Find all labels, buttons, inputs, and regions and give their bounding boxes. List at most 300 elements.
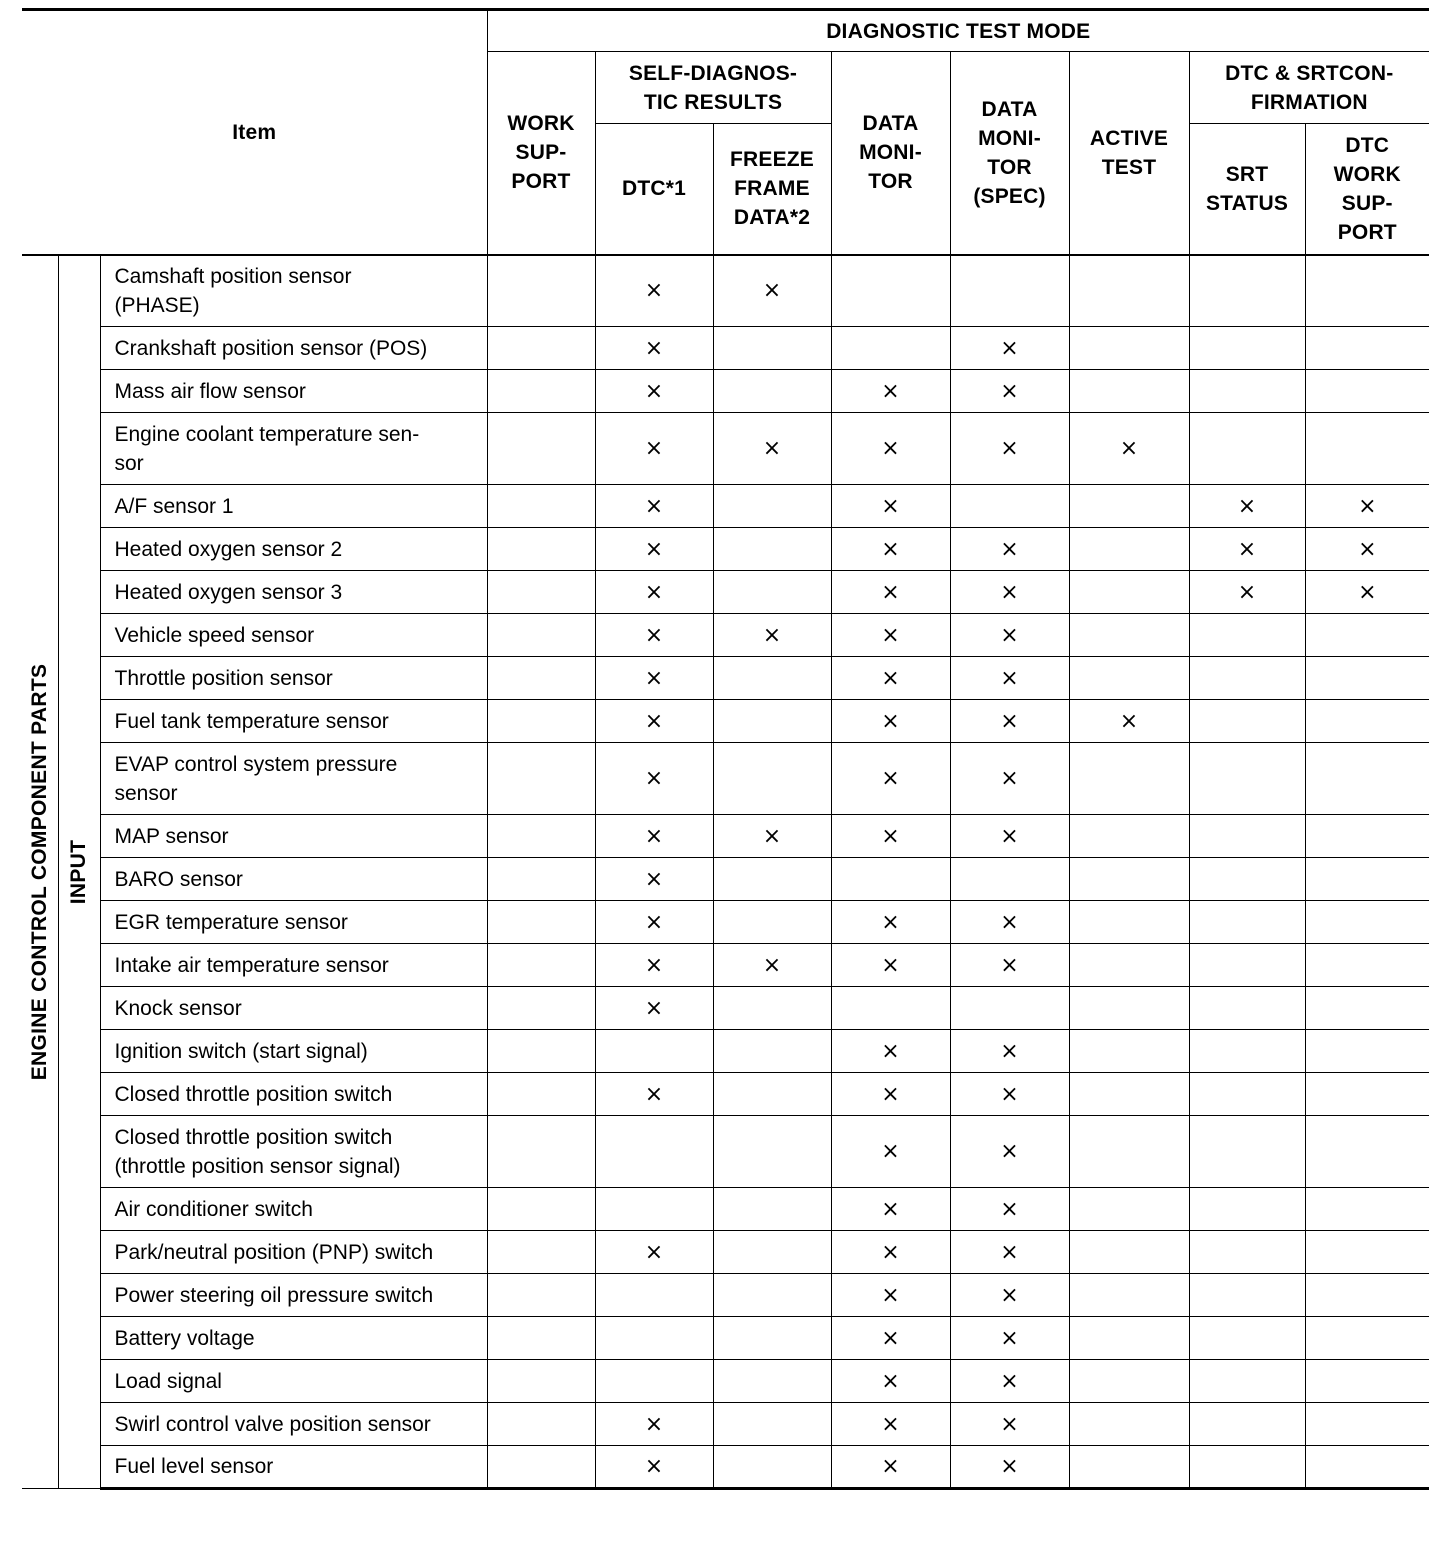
data-monitor-spec-cell <box>950 614 1069 657</box>
active-test-cell <box>1069 1231 1189 1274</box>
dtc-work-support-cell <box>1305 815 1429 858</box>
data-monitor-cell <box>831 1188 950 1231</box>
applicable-mark: × <box>1000 579 1019 605</box>
freeze-frame-data-cell <box>713 743 831 815</box>
applicable-mark: × <box>881 1239 900 1265</box>
srt-status-cell <box>1189 944 1305 987</box>
row-item-label <box>100 1446 487 1489</box>
applicable-mark: × <box>762 278 782 304</box>
dtc-cell <box>595 413 713 485</box>
applicable-mark: × <box>881 1325 900 1351</box>
row-item-label <box>100 858 487 901</box>
active-test-cell <box>1069 944 1189 987</box>
data-monitor-cell <box>831 944 950 987</box>
applicable-mark: × <box>1000 1454 1019 1479</box>
dtc-work-support-cell <box>1305 700 1429 743</box>
data-monitor-spec-cell <box>950 1317 1069 1360</box>
dtc-cell <box>595 944 713 987</box>
applicable-mark: × <box>881 1454 900 1479</box>
item-header: Item <box>22 10 487 255</box>
table-row <box>22 614 1429 657</box>
srt-status-header-line: SRT <box>1225 162 1269 186</box>
dtc-work-support-cell <box>1305 370 1429 413</box>
row-item-label-line: EVAP control system pressure <box>114 752 398 776</box>
srt-status-cell <box>1189 1073 1305 1116</box>
dtc-cell <box>595 1274 713 1317</box>
row-item-label <box>100 1403 487 1446</box>
freeze-frame-data-cell <box>713 815 831 858</box>
applicable-mark: × <box>644 1239 664 1265</box>
applicable-mark: × <box>1000 378 1019 404</box>
data-monitor-spec-cell <box>950 657 1069 700</box>
data-monitor-spec-cell <box>950 700 1069 743</box>
freeze-frame-data-cell <box>713 1188 831 1231</box>
row-item-label <box>100 571 487 614</box>
active-test-cell <box>1069 700 1189 743</box>
row-item-label-line: Closed throttle position switch <box>114 1125 393 1149</box>
dtc-srt-confirmation-header-line: DTC & SRTCON- <box>1225 61 1394 85</box>
applicable-mark: × <box>1000 1325 1019 1351</box>
applicable-mark: × <box>1237 579 1257 605</box>
dtc-cell <box>595 815 713 858</box>
srt-status-cell <box>1189 1403 1305 1446</box>
applicable-mark: × <box>1000 1368 1019 1394</box>
srt-status-cell <box>1189 1231 1305 1274</box>
dtc-cell <box>595 1446 713 1489</box>
srt-status-cell <box>1189 815 1305 858</box>
freeze-frame-data-cell <box>713 327 831 370</box>
row-item-label-line: Crankshaft position sensor (POS) <box>114 336 428 360</box>
data-monitor-spec-cell <box>950 413 1069 485</box>
applicable-mark: × <box>1000 1411 1019 1437</box>
active-test-cell <box>1069 614 1189 657</box>
dtc-work-support-cell <box>1305 858 1429 901</box>
data-monitor-header-line: TOR <box>868 170 913 194</box>
dtc-work-support-cell <box>1305 901 1429 944</box>
freeze-frame-data-cell <box>713 413 831 485</box>
row-item-label-line: Mass air flow sensor <box>114 379 306 403</box>
subgroup-label-cell <box>58 255 100 1489</box>
dtc-srt-confirmation-header <box>1189 52 1429 124</box>
dtc-work-support-cell <box>1305 485 1429 528</box>
row-item-label <box>100 815 487 858</box>
freeze-frame-data-cell <box>713 987 831 1030</box>
table-row <box>22 1360 1429 1403</box>
applicable-mark: × <box>644 665 664 691</box>
work-support-header-line: SUP- <box>515 141 567 165</box>
data-monitor-cell <box>831 815 950 858</box>
data-monitor-cell <box>831 1274 950 1317</box>
row-item-label <box>100 327 487 370</box>
row-item-label-line: sor <box>114 451 144 475</box>
row-item-label <box>100 370 487 413</box>
active-test-cell <box>1069 1073 1189 1116</box>
data-monitor-spec-cell <box>950 255 1069 327</box>
freeze-frame-data-cell <box>713 571 831 614</box>
applicable-mark: × <box>1000 536 1019 562</box>
row-item-label-line: Air conditioner switch <box>114 1197 313 1221</box>
work-support-cell <box>487 327 595 370</box>
dtc-work-support-cell <box>1305 987 1429 1030</box>
dtc-cell <box>595 571 713 614</box>
data-monitor-cell <box>831 1317 950 1360</box>
dtc-cell <box>595 370 713 413</box>
freeze-frame-data-cell <box>713 1317 831 1360</box>
work-support-cell <box>487 700 595 743</box>
row-item-label-line: Heated oxygen sensor 2 <box>114 537 343 561</box>
srt-status-cell <box>1189 987 1305 1030</box>
data-monitor-cell <box>831 1231 950 1274</box>
dtc-header: DTC*1 <box>595 124 713 255</box>
table-row <box>22 413 1429 485</box>
applicable-mark: × <box>644 1081 664 1107</box>
data-monitor-cell <box>831 1360 950 1403</box>
applicable-mark: × <box>644 909 664 935</box>
work-support-cell <box>487 413 595 485</box>
data-monitor-cell <box>831 1446 950 1489</box>
row-item-label-line: Closed throttle position switch <box>114 1082 393 1106</box>
applicable-mark: × <box>644 708 664 734</box>
data-monitor-spec-cell <box>950 1231 1069 1274</box>
freeze-frame-data-cell <box>713 1403 831 1446</box>
applicable-mark: × <box>1119 436 1139 461</box>
freeze-frame-data-cell <box>713 1274 831 1317</box>
active-test-cell <box>1069 858 1189 901</box>
dtc-cell <box>595 1317 713 1360</box>
dtc-work-support-cell <box>1305 528 1429 571</box>
self-diagnostic-results-header <box>595 52 831 124</box>
data-monitor-cell <box>831 858 950 901</box>
row-item-label-line: sensor <box>114 781 178 805</box>
active-test-cell <box>1069 1317 1189 1360</box>
applicable-mark: × <box>644 766 664 791</box>
active-test-cell <box>1069 901 1189 944</box>
active-test-cell <box>1069 657 1189 700</box>
table-row <box>22 571 1429 614</box>
freeze-frame-data-cell <box>713 614 831 657</box>
data-monitor-spec-cell <box>950 815 1069 858</box>
applicable-mark: × <box>881 622 900 648</box>
dtc-work-support-cell <box>1305 255 1429 327</box>
data-monitor-spec-cell <box>950 528 1069 571</box>
srt-status-header <box>1189 124 1305 255</box>
freeze-frame-data-cell <box>713 700 831 743</box>
table-row <box>22 1231 1429 1274</box>
applicable-mark: × <box>644 536 664 562</box>
diagnostic-table-container <box>22 8 1429 1490</box>
srt-status-cell <box>1189 1274 1305 1317</box>
applicable-mark: × <box>644 823 664 849</box>
dtc-work-support-cell <box>1305 1360 1429 1403</box>
dtc-work-support-cell <box>1305 571 1429 614</box>
work-support-cell <box>487 485 595 528</box>
row-item-label-line: Heated oxygen sensor 3 <box>114 580 343 604</box>
dtc-work-support-cell <box>1305 413 1429 485</box>
srt-status-cell <box>1189 614 1305 657</box>
row-item-label <box>100 1360 487 1403</box>
dtc-work-support-cell <box>1305 1274 1429 1317</box>
data-monitor-cell <box>831 657 950 700</box>
applicable-mark: × <box>881 909 900 935</box>
data-monitor-spec-cell <box>950 944 1069 987</box>
work-support-cell <box>487 1231 595 1274</box>
applicable-mark: × <box>1000 952 1019 978</box>
data-monitor-cell <box>831 901 950 944</box>
dtc-work-support-header-line: WORK <box>1333 162 1401 186</box>
work-support-cell <box>487 571 595 614</box>
srt-status-cell <box>1189 1188 1305 1231</box>
work-support-cell <box>487 1360 595 1403</box>
data-monitor-header <box>831 52 950 255</box>
srt-status-cell <box>1189 1317 1305 1360</box>
dtc-cell <box>595 1231 713 1274</box>
data-monitor-spec-cell <box>950 1403 1069 1446</box>
data-monitor-header-line: MONI- <box>859 141 922 165</box>
srt-status-cell <box>1189 1360 1305 1403</box>
applicable-mark: × <box>881 536 900 562</box>
data-monitor-spec-header-line: DATA <box>981 97 1038 121</box>
srt-status-cell <box>1189 1116 1305 1188</box>
dtc-cell <box>595 1073 713 1116</box>
diagnostic-test-mode-table <box>22 8 1429 1490</box>
applicable-mark: × <box>1358 536 1377 562</box>
table-row <box>22 1446 1429 1489</box>
dtc-work-support-cell <box>1305 1073 1429 1116</box>
dtc-work-support-cell <box>1305 657 1429 700</box>
applicable-mark: × <box>1237 536 1257 562</box>
applicable-mark: × <box>881 579 900 605</box>
active-test-cell <box>1069 987 1189 1030</box>
dtc-cell <box>595 1030 713 1073</box>
data-monitor-spec-cell <box>950 1446 1069 1489</box>
row-item-label-line: Fuel tank temperature sensor <box>114 709 389 733</box>
dtc-cell <box>595 485 713 528</box>
applicable-mark: × <box>644 995 664 1021</box>
diagnostic-test-mode-header: DIAGNOSTIC TEST MODE <box>487 10 1429 52</box>
applicable-mark: × <box>1000 1239 1019 1265</box>
row-item-label <box>100 700 487 743</box>
applicable-mark: × <box>1000 1038 1019 1064</box>
srt-status-cell <box>1189 413 1305 485</box>
data-monitor-header-line: DATA <box>862 112 919 136</box>
work-support-cell <box>487 1317 595 1360</box>
srt-status-cell <box>1189 528 1305 571</box>
table-row <box>22 987 1429 1030</box>
applicable-mark: × <box>881 1196 900 1222</box>
freeze-frame-data-cell <box>713 370 831 413</box>
row-item-label <box>100 614 487 657</box>
data-monitor-cell <box>831 485 950 528</box>
applicable-mark: × <box>1000 1282 1019 1308</box>
active-test-cell <box>1069 743 1189 815</box>
srt-status-cell <box>1189 858 1305 901</box>
applicable-mark: × <box>644 1411 664 1437</box>
data-monitor-cell <box>831 370 950 413</box>
dtc-work-support-cell <box>1305 1188 1429 1231</box>
applicable-mark: × <box>1000 1139 1019 1164</box>
work-support-header-line: WORK <box>507 112 575 136</box>
work-support-cell <box>487 528 595 571</box>
active-test-cell <box>1069 370 1189 413</box>
row-item-label <box>100 485 487 528</box>
active-test-cell <box>1069 413 1189 485</box>
work-support-cell <box>487 1116 595 1188</box>
row-item-label-line: Fuel level sensor <box>114 1455 274 1478</box>
active-test-header-line: TEST <box>1101 155 1157 179</box>
row-item-label-line: Power steering oil pressure switch <box>114 1283 434 1307</box>
row-item-label <box>100 944 487 987</box>
dtc-work-support-cell <box>1305 944 1429 987</box>
applicable-mark: × <box>1000 1196 1019 1222</box>
row-item-label <box>100 1030 487 1073</box>
freeze-frame-data-cell <box>713 255 831 327</box>
dtc-cell <box>595 987 713 1030</box>
data-monitor-spec-cell <box>950 1188 1069 1231</box>
active-test-cell <box>1069 1116 1189 1188</box>
table-row <box>22 1073 1429 1116</box>
active-test-cell <box>1069 1360 1189 1403</box>
freeze-frame-data-cell <box>713 1446 831 1489</box>
work-support-cell <box>487 1446 595 1489</box>
applicable-mark: × <box>1000 823 1019 849</box>
row-item-label-line: Swirl control valve position sensor <box>114 1412 431 1436</box>
data-monitor-spec-cell <box>950 743 1069 815</box>
subgroup-label: INPUT <box>67 839 90 904</box>
dtc-cell <box>595 858 713 901</box>
row-item-label-line: Ignition switch (start signal) <box>114 1039 368 1063</box>
row-item-label-line: EGR temperature sensor <box>114 910 348 934</box>
row-item-label-line: Knock sensor <box>114 996 242 1020</box>
applicable-mark: × <box>881 1081 900 1107</box>
work-support-cell <box>487 1188 595 1231</box>
data-monitor-spec-cell <box>950 858 1069 901</box>
data-monitor-cell <box>831 700 950 743</box>
data-monitor-spec-cell <box>950 370 1069 413</box>
row-item-label <box>100 1188 487 1231</box>
applicable-mark: × <box>644 378 664 404</box>
row-item-label-line: (PHASE) <box>114 293 200 317</box>
freeze-frame-data-header-line: FRAME <box>734 177 810 201</box>
applicable-mark: × <box>1358 579 1377 605</box>
group-label-cell <box>22 255 58 1489</box>
applicable-mark: × <box>762 436 782 461</box>
table-row <box>22 815 1429 858</box>
data-monitor-cell <box>831 743 950 815</box>
table-row <box>22 1403 1429 1446</box>
work-support-header-line: PORT <box>511 170 571 194</box>
row-item-label <box>100 1231 487 1274</box>
srt-status-cell <box>1189 255 1305 327</box>
row-item-label <box>100 1317 487 1360</box>
table-row <box>22 255 1429 327</box>
data-monitor-spec-header-line: TOR <box>987 155 1032 179</box>
data-monitor-cell <box>831 571 950 614</box>
self-diagnostic-results-header-line: SELF-DIAGNOS- <box>628 61 798 85</box>
dtc-work-support-cell <box>1305 1403 1429 1446</box>
work-support-cell <box>487 944 595 987</box>
dtc-work-support-cell <box>1305 327 1429 370</box>
table-row <box>22 1188 1429 1231</box>
dtc-work-support-cell <box>1305 1116 1429 1188</box>
row-item-label <box>100 901 487 944</box>
freeze-frame-data-cell <box>713 657 831 700</box>
group-label: ENGINE CONTROL COMPONENT PARTS <box>27 663 51 1081</box>
active-test-cell <box>1069 327 1189 370</box>
table-row <box>22 370 1429 413</box>
dtc-cell <box>595 1116 713 1188</box>
dtc-cell <box>595 1188 713 1231</box>
srt-status-cell <box>1189 1446 1305 1489</box>
dtc-work-support-cell <box>1305 614 1429 657</box>
applicable-mark: × <box>644 278 664 304</box>
table-row <box>22 1116 1429 1188</box>
applicable-mark: × <box>644 436 664 461</box>
applicable-mark: × <box>881 766 900 791</box>
dtc-work-support-cell <box>1305 743 1429 815</box>
data-monitor-cell <box>831 327 950 370</box>
applicable-mark: × <box>881 823 900 849</box>
table-row <box>22 528 1429 571</box>
data-monitor-spec-cell <box>950 1274 1069 1317</box>
table-row <box>22 901 1429 944</box>
table-row <box>22 1030 1429 1073</box>
applicable-mark: × <box>1000 708 1019 734</box>
data-monitor-spec-cell <box>950 327 1069 370</box>
data-monitor-spec-header-line: (SPEC) <box>973 184 1046 208</box>
row-item-label-line: Battery voltage <box>114 1326 255 1350</box>
applicable-mark: × <box>644 1454 664 1479</box>
applicable-mark: × <box>881 378 900 404</box>
table-body <box>22 255 1429 1489</box>
srt-status-cell <box>1189 1030 1305 1073</box>
work-support-cell <box>487 743 595 815</box>
row-item-label-line: Camshaft position sensor <box>114 264 352 288</box>
row-item-label-line: MAP sensor <box>114 824 229 848</box>
self-diagnostic-results-header-line: TIC RESULTS <box>643 90 783 114</box>
freeze-frame-data-header-line: DATA*2 <box>733 206 811 230</box>
active-test-cell <box>1069 1446 1189 1489</box>
data-monitor-cell <box>831 255 950 327</box>
freeze-frame-data-cell <box>713 901 831 944</box>
work-support-cell <box>487 255 595 327</box>
freeze-frame-data-cell <box>713 944 831 987</box>
applicable-mark: × <box>644 579 664 605</box>
row-item-label-line: (throttle position sensor signal) <box>114 1154 401 1178</box>
row-item-label <box>100 1274 487 1317</box>
row-item-label <box>100 1116 487 1188</box>
freeze-frame-data-cell <box>713 1231 831 1274</box>
row-item-label-line: Engine coolant temperature sen- <box>114 422 420 446</box>
freeze-frame-data-cell <box>713 1073 831 1116</box>
dtc-srt-confirmation-header-line: FIRMATION <box>1250 90 1368 114</box>
row-item-label <box>100 657 487 700</box>
applicable-mark: × <box>1000 665 1019 691</box>
srt-status-header-line: STATUS <box>1205 191 1289 215</box>
active-test-cell <box>1069 571 1189 614</box>
applicable-mark: × <box>1000 436 1019 461</box>
applicable-mark: × <box>881 1282 900 1308</box>
active-test-header-line: ACTIVE <box>1089 126 1169 150</box>
applicable-mark: × <box>881 952 900 978</box>
data-monitor-spec-cell <box>950 1073 1069 1116</box>
applicable-mark: × <box>1000 766 1019 791</box>
dtc-cell <box>595 1360 713 1403</box>
data-monitor-cell <box>831 1030 950 1073</box>
work-support-cell <box>487 1030 595 1073</box>
applicable-mark: × <box>762 823 782 849</box>
data-monitor-spec-cell <box>950 485 1069 528</box>
freeze-frame-data-header <box>713 124 831 255</box>
